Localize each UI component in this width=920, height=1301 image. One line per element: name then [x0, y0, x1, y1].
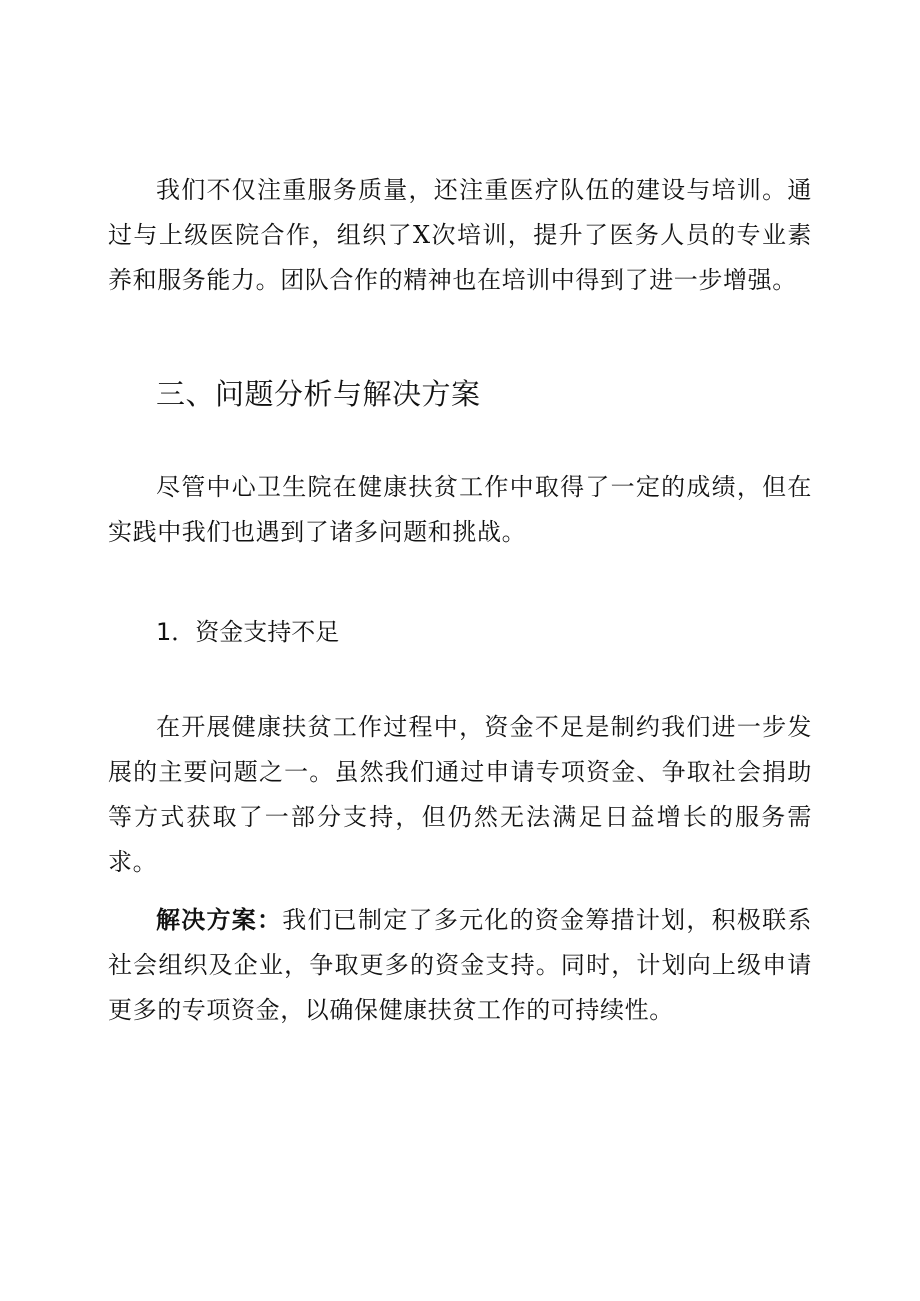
paragraph-challenges-intro: 尽管中心卫生院在健康扶贫工作中取得了一定的成绩，但在实践中我们也遇到了诸多问题和挑战。: [108, 473, 812, 546]
section-heading: 三、问题分析与解决方案: [156, 377, 481, 411]
paragraph-funding-problem: 在开展健康扶贫工作过程中，资金不足是制约我们进一步发展的主要问题之一。虽然我们通过申请专项资金、争取社会捐助等方式获取了一部分支持，但仍然无法满足日益增长的服务需求。: [108, 713, 812, 876]
paragraph-solution: [108, 898, 812, 1033]
solution-label: 解决方案：: [156, 906, 283, 934]
solution-text: 我们已制定了多元化的资金筹措计划，积极联系社会组织及企业，争取更多的资金支持。同时，计划向上级申请更多的专项资金，以确保健康扶贫工作的可持续性。: [108, 906, 812, 1024]
paragraph-team-training: 我们不仅注重服务质量，还注重医疗队伍的建设与培训。通过与上级医院合作，组织了X次培训，提升了医务人员的专业素养和服务能力。团队合作的精神也在培训中得到了进一步增强。: [108, 176, 812, 294]
subsection-heading: 1．资金支持不足: [156, 618, 340, 646]
